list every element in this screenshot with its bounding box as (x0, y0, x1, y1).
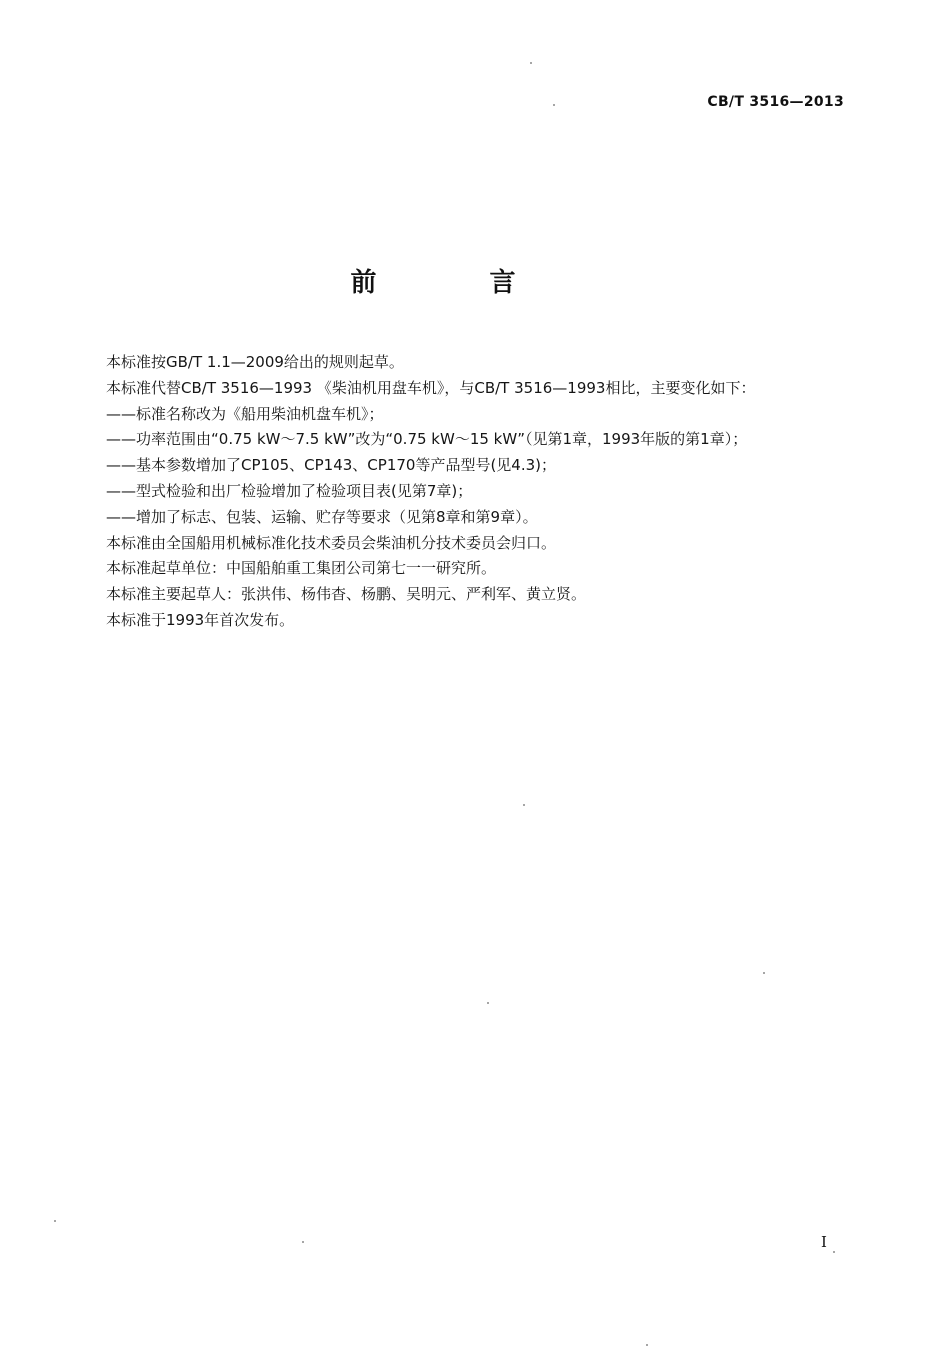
foreword-body (106, 350, 866, 634)
paragraph-responsible-committee: 本标准由全国船用机械标准化技术委员会柴油机分技术委员会归口。 (106, 533, 557, 552)
page-number: I (821, 1233, 827, 1251)
page-title: 前 言 (350, 268, 568, 298)
scan-speck (302, 1241, 304, 1243)
change-item-power-range: ——功率范围由“0.75 kW～7.5 kW”改为“0.75 kW～15 kW”（见第1章，1993年版的第1章）； (106, 430, 748, 449)
paragraph-drafting-rules: 本标准按GB/T 1.1—2009给出的规则起草。 (106, 353, 404, 371)
scan-speck (487, 1002, 489, 1004)
paragraph-drafters: 本标准主要起草人：张洪伟、杨伟杳、杨鹏、吴明元、严利军、黄立贤。 (106, 585, 587, 604)
document-code: CB/T 3516—2013 (707, 94, 844, 110)
scan-speck (530, 62, 532, 64)
paragraph-first-release: 本标准于1993年首次发布。 (106, 610, 295, 629)
scan-speck (833, 1251, 835, 1253)
paragraph-drafting-unit: 本标准起草单位：中国船舶重工集团公司第七一一研究所。 (106, 559, 497, 578)
scan-speck (646, 1344, 648, 1346)
scan-speck (553, 104, 555, 106)
change-item-inspection: ——型式检验和出厂检验增加了检验项目表(见第7章)； (106, 481, 473, 500)
scan-speck (54, 1220, 56, 1222)
change-item-models: ——基本参数增加了CP105、CP143、CP170等产品型号(见4.3)； (106, 456, 557, 475)
change-item-marking: ——增加了标志、包装、运输、贮存等要求（见第8章和第9章）。 (106, 507, 538, 526)
change-item-name: ——标准名称改为《船用柴油机盘车机》； (106, 404, 384, 423)
paragraph-replaces: 本标准代替CB/T 3516—1993 《柴油机用盘车机》，与CB/T 3516—1993相比，主要变化如下： (106, 378, 756, 397)
scan-speck (523, 804, 525, 806)
scan-speck (763, 972, 765, 974)
